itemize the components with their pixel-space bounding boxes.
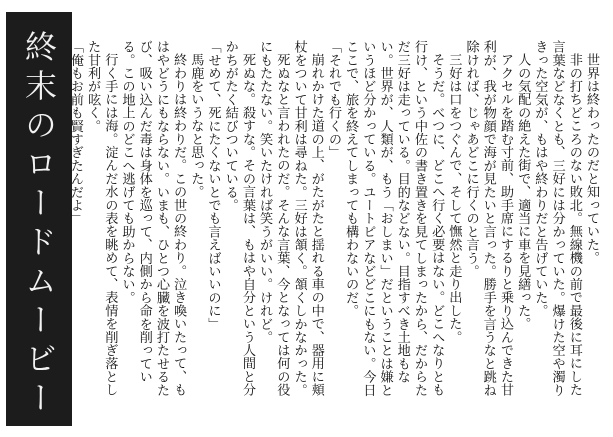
title-band [6,12,72,426]
paragraph: 人の気配の絶えた街で、適当に車を見繕った。 [515,53,531,331]
paragraph: 非の打ちどころのない敗北。無線機の前で最後に耳にした言葉などなくとも、三好には分かっていた。爆けた空や濁りきった空気が、もはや終わりだと告げていた。 [532,40,582,397]
page-title: 終末のロードムービー [20,30,58,420]
paragraph: 馬鹿をいうなと思った。 [188,53,204,199]
dialogue-line: 「それでも行くの」 [325,40,341,159]
dialogue-line: 「俺もお前も賢すぎたんだよ」 [67,40,83,225]
paragraph: 死ぬな。殺すな。その言葉は、もはや自分という人間と分かちがたく結びついている。 [222,40,255,397]
paragraph: 終わりは終わりだ。この世の終わり。泣き喚いたって、もはやどうにもならない。いまも、ひとつ心臓を波打たせるたび、吸い込んだ毒は身体を巡って、内側から命を削っている。この地上のどこへ逃げても助からない。 [119,40,187,397]
paragraph: 世界は終わったのだと知っていた。 [584,53,599,265]
paragraph: アクセルを踏む寸前、助手席にするりと乗り込んできた甘利が、我が物顔で海が見たいと言った。勝手を言うなと跳ね除ければ、じゃあどこに行くのと言う。 [463,40,513,397]
paragraph: 崩れかけた道の上、がたがたと揺れる車の中で、器用に頬杖をついて甘利は尋ねた。三好は頷く。頷くしかなかった。 [291,40,324,397]
paragraph: 三好は口をつぐんで、そして憮然と走り出した。 [446,53,462,344]
paragraph: 死ぬなと言われたのだ。そんな言葉、今となっては何の役にもたたない。笑いたければ笑うがいい。けれど。 [257,40,290,397]
paragraph: 行く手には海。淀んだ水の表を眺めて、表情を削ぎ落とした甘利が呟く。 [85,40,118,397]
story-body [67,40,600,400]
paragraph: そうだ。べつに、どこへ行く必要はない。どこへなりとも行け、という中佐の書き置きを見てしまったから、だからただ三好は走っている。目的などない。目指すべき土地もない。世界が、人類が、もう「おしまい」だということは嫌というほど分かっている。ユートピアなどどこにもない。今日ここで、旅を終えてしまっても構わないのだ。 [343,40,445,397]
dialogue-line: 「せめて、死にたくないとでも言えばいいのに」 [205,40,221,331]
